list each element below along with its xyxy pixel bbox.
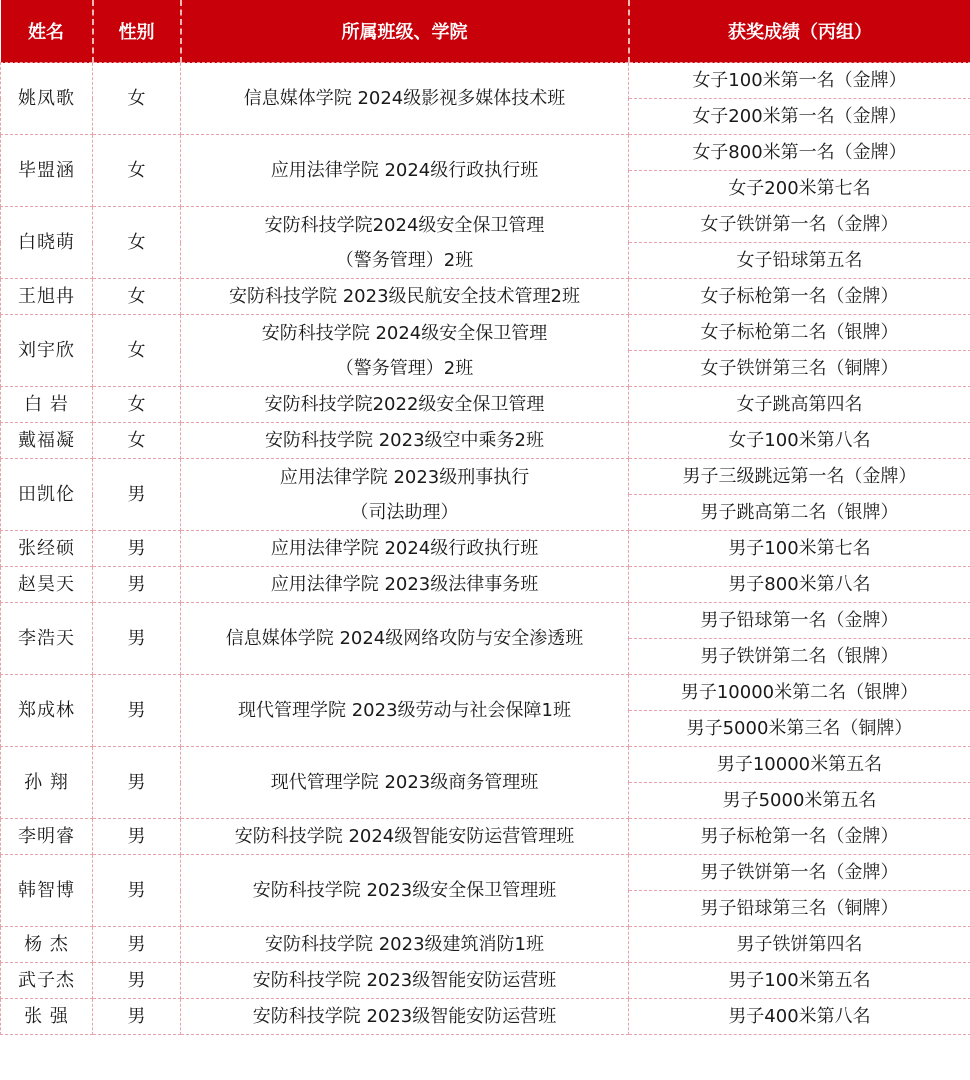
college-line: 应用法律学院 2023级法律事务班 <box>270 573 539 595</box>
student-name: 郑成林 <box>1 675 93 747</box>
student-gender: 男 <box>93 567 181 603</box>
student-gender: 男 <box>93 603 181 675</box>
table-row <box>1 135 970 171</box>
table-row <box>1 963 970 999</box>
table-header-row <box>1 0 970 63</box>
student-college <box>181 279 629 315</box>
student-name: 李明睿 <box>1 819 93 855</box>
college-line: 安防科技学院 2024级智能安防运营管理班 <box>234 825 575 847</box>
award-result: 男子100米第七名 <box>629 531 970 567</box>
student-name: 刘宇欣 <box>1 315 93 387</box>
student-name: 田凯伦 <box>1 459 93 531</box>
college-line: 安防科技学院 2023级智能安防运营班 <box>252 969 557 991</box>
college-line: 应用法律学院 2023级刑事执行 <box>279 466 530 488</box>
student-name: 武子杰 <box>1 963 93 999</box>
student-college <box>181 747 629 819</box>
student-gender: 女 <box>93 279 181 315</box>
college-line: 现代管理学院 2023级商务管理班 <box>270 771 539 793</box>
award-result: 男子三级跳远第一名（金牌） <box>629 459 970 495</box>
table-body <box>1 63 970 1035</box>
student-college <box>181 387 629 423</box>
award-result: 男子10000米第二名（银牌） <box>629 675 970 711</box>
award-result: 女子铁饼第一名（金牌） <box>629 207 970 243</box>
table-row <box>1 567 970 603</box>
award-result: 男子400米第八名 <box>629 999 970 1035</box>
award-result: 女子铅球第五名 <box>629 243 970 279</box>
student-name: 毕盟涵 <box>1 135 93 207</box>
college-line: 安防科技学院2024级安全保卫管理 <box>264 214 545 236</box>
student-gender: 女 <box>93 207 181 279</box>
table-row <box>1 999 970 1035</box>
college-line: 安防科技学院 2023级民航安全技术管理2班 <box>229 285 580 307</box>
student-gender: 男 <box>93 459 181 531</box>
award-result: 男子铅球第一名（金牌） <box>629 603 970 639</box>
student-college <box>181 963 629 999</box>
award-result: 男子5000米第五名 <box>629 783 970 819</box>
student-name: 姚凤歌 <box>1 63 93 135</box>
student-college <box>181 423 629 459</box>
header-college: 所属班级、学院 <box>181 0 629 63</box>
student-college <box>181 927 629 963</box>
table-row <box>1 927 970 963</box>
student-college <box>181 459 629 531</box>
student-college <box>181 819 629 855</box>
award-result: 男子铁饼第二名（银牌） <box>629 639 970 675</box>
student-gender: 男 <box>93 675 181 747</box>
award-result: 女子200米第七名 <box>629 171 970 207</box>
award-result: 男子铁饼第四名 <box>629 927 970 963</box>
table-row <box>1 855 970 891</box>
award-result: 女子跳高第四名 <box>629 387 970 423</box>
student-gender: 女 <box>93 63 181 135</box>
college-line: （警务管理）2班 <box>335 357 474 379</box>
student-gender: 女 <box>93 315 181 387</box>
student-name: 张 强 <box>1 999 93 1035</box>
college-line: 安防科技学院2022级安全保卫管理 <box>264 393 545 415</box>
student-name: 戴福凝 <box>1 423 93 459</box>
college-line: （司法助理） <box>350 501 459 523</box>
table-row <box>1 603 970 639</box>
college-line: （警务管理）2班 <box>335 249 474 271</box>
student-name: 李浩天 <box>1 603 93 675</box>
student-gender: 男 <box>93 963 181 999</box>
student-college <box>181 531 629 567</box>
award-result: 男子100米第五名 <box>629 963 970 999</box>
award-result: 男子铁饼第一名（金牌） <box>629 855 970 891</box>
award-result: 男子10000米第五名 <box>629 747 970 783</box>
student-college <box>181 603 629 675</box>
award-result: 女子200米第一名（金牌） <box>629 99 970 135</box>
table-row <box>1 423 970 459</box>
student-name: 杨 杰 <box>1 927 93 963</box>
award-result: 男子铅球第三名（铜牌） <box>629 891 970 927</box>
student-gender: 男 <box>93 855 181 927</box>
student-college <box>181 63 629 135</box>
header-name: 姓名 <box>1 0 93 63</box>
student-name: 赵昊天 <box>1 567 93 603</box>
award-result: 女子100米第一名（金牌） <box>629 63 970 99</box>
student-name: 王旭冉 <box>1 279 93 315</box>
student-gender: 男 <box>93 999 181 1035</box>
student-gender: 男 <box>93 927 181 963</box>
student-college <box>181 315 629 387</box>
student-college <box>181 567 629 603</box>
student-name: 孙 翔 <box>1 747 93 819</box>
header-awards: 获奖成绩（丙组） <box>629 0 970 63</box>
table-row <box>1 747 970 783</box>
table-row <box>1 531 970 567</box>
table-row <box>1 387 970 423</box>
student-college <box>181 207 629 279</box>
student-name: 张经硕 <box>1 531 93 567</box>
table-row <box>1 279 970 315</box>
student-gender: 男 <box>93 819 181 855</box>
award-result: 女子标枪第一名（金牌） <box>629 279 970 315</box>
college-line: 安防科技学院 2023级空中乘务2班 <box>265 429 544 451</box>
college-line: 信息媒体学院 2024级影视多媒体技术班 <box>243 87 566 109</box>
table-row <box>1 63 970 99</box>
award-result: 女子800米第一名（金牌） <box>629 135 970 171</box>
table-row <box>1 459 970 495</box>
award-result: 男子跳高第二名（银牌） <box>629 495 970 531</box>
student-name: 韩智博 <box>1 855 93 927</box>
student-college <box>181 999 629 1035</box>
student-gender: 女 <box>93 387 181 423</box>
student-gender: 女 <box>93 135 181 207</box>
student-name: 白 岩 <box>1 387 93 423</box>
student-name: 白晓萌 <box>1 207 93 279</box>
student-college <box>181 855 629 927</box>
award-result: 女子标枪第二名（银牌） <box>629 315 970 351</box>
student-college <box>181 135 629 207</box>
student-gender: 男 <box>93 747 181 819</box>
college-line: 应用法律学院 2024级行政执行班 <box>270 159 539 181</box>
table-row <box>1 315 970 351</box>
award-result: 男子800米第八名 <box>629 567 970 603</box>
college-line: 应用法律学院 2024级行政执行班 <box>270 537 539 559</box>
award-result: 女子100米第八名 <box>629 423 970 459</box>
college-line: 安防科技学院 2023级建筑消防1班 <box>265 933 544 955</box>
college-line: 安防科技学院 2023级智能安防运营班 <box>252 1005 557 1027</box>
table-row <box>1 675 970 711</box>
award-result: 男子5000米第三名（铜牌） <box>629 711 970 747</box>
student-college <box>181 675 629 747</box>
college-line: 信息媒体学院 2024级网络攻防与安全渗透班 <box>225 627 584 649</box>
college-line: 现代管理学院 2023级劳动与社会保障1班 <box>238 699 571 721</box>
award-result: 男子标枪第一名（金牌） <box>629 819 970 855</box>
student-gender: 女 <box>93 423 181 459</box>
student-gender: 男 <box>93 531 181 567</box>
award-result: 女子铁饼第三名（铜牌） <box>629 351 970 387</box>
college-line: 安防科技学院 2024级安全保卫管理 <box>261 322 548 344</box>
table-row <box>1 207 970 243</box>
college-line: 安防科技学院 2023级安全保卫管理班 <box>252 879 557 901</box>
header-gender: 性别 <box>93 0 181 63</box>
